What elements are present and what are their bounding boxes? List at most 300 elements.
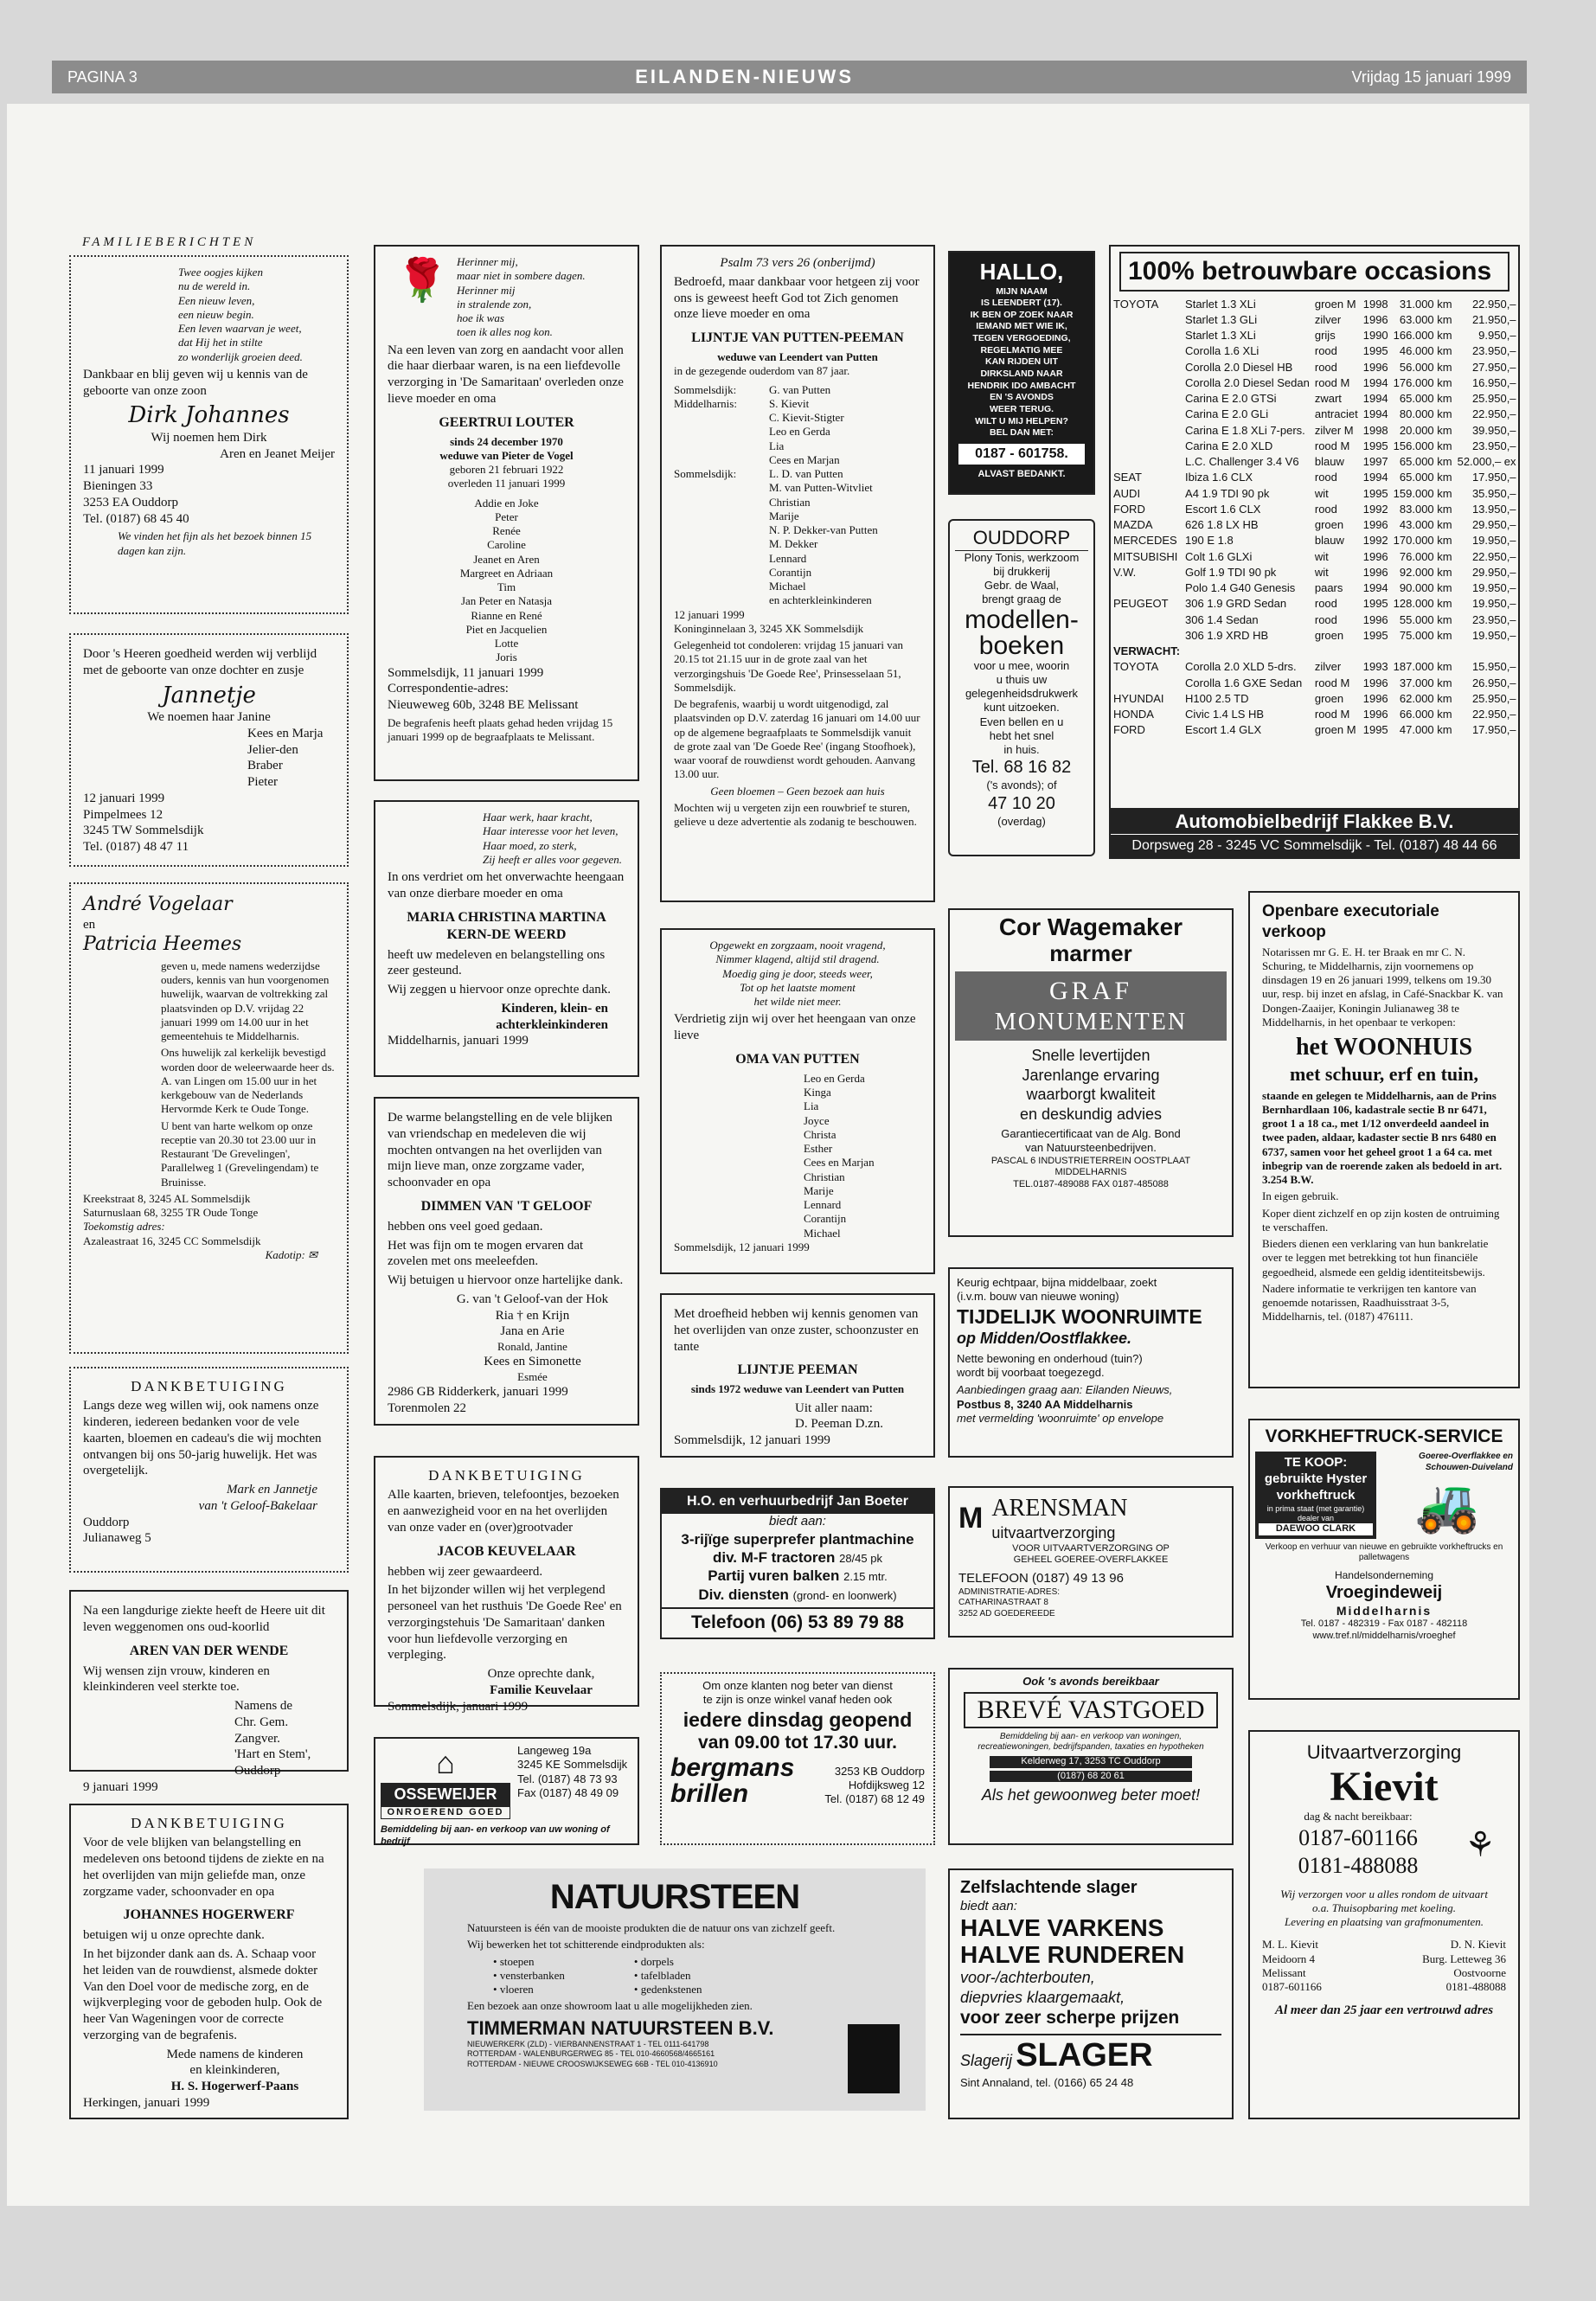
- text: Alle kaarten, brieven, telefoontjes, bezoeken en aanwezigheid voor en na het overlijden van onze vader en (over)grootvader: [388, 1488, 619, 1535]
- text3: In het bijzonder dank aan ds. A. Schaap voor het leiden van de rouwdienst, alsmede dokter Van den Doel voor de medische zorg, en de wijkverpleging voor de geboden hulp. Ook de heer Van Wageningen voor de correcte verzorging van de begrafenis.: [83, 1947, 323, 2042]
- company-name: SLAGER: [1016, 2036, 1153, 2073]
- car-cell: [1111, 439, 1183, 454]
- car-cell: [1111, 391, 1183, 407]
- car-cell: 90.000 km: [1399, 581, 1452, 594]
- car-cell: 17.950,–: [1471, 723, 1516, 737]
- website: www.tref.nl/middelharnis/vroeghef: [1312, 1631, 1456, 1641]
- car-cell: 1996: [1362, 549, 1388, 563]
- text2: Wij wensen zijn vrouw, kinderen en kleinkinderen veel sterkte toe.: [83, 1663, 270, 1695]
- phone-day-label: (overdag): [997, 814, 1046, 828]
- car-cell: 1994: [1362, 471, 1388, 484]
- masthead: EILANDEN-NIEUWS: [635, 66, 854, 87]
- offer-1: HALVE VARKENS: [960, 1913, 1164, 1941]
- car-cell: rood M: [1314, 375, 1350, 389]
- text2: betuigen wij u onze oprechte dank.: [83, 1928, 265, 1943]
- date: Sommelsdijk, 12 januari 1999: [674, 1433, 830, 1447]
- text: In ons verdriet om het onverwachte heengaan van onze dierbare moeder en oma: [388, 870, 625, 901]
- ad-hallo-leendert: [948, 251, 1095, 495]
- car-cell: [1111, 343, 1183, 359]
- graf: GRAF: [1048, 976, 1133, 1005]
- brands: DAEWOO CLARK: [1259, 1523, 1373, 1535]
- car-cell: HONDA: [1113, 708, 1154, 721]
- ad-breve-vastgoed: [948, 1668, 1234, 1845]
- address: 3253 KB Ouddorp Hofdijksweg 12 Tel. (0187) 68 12 49: [824, 1764, 925, 1806]
- house-icon: ⌂: [436, 1746, 455, 1780]
- text3: In het bijzonder willen wij het verplegend personeel van het rusthuis 'De Goede Ree' en verzorgingstehuis 'De Samaritaan' danken voor hun liefdevolle verzorging en verpleging.: [388, 1583, 622, 1663]
- title: DANKBETUIGING: [131, 1815, 287, 1831]
- car-row: [1111, 533, 1519, 548]
- brand: bergmans brillen: [670, 1753, 795, 1808]
- car-cell: Corolla 2.0 XLD 5-drs.: [1185, 660, 1297, 674]
- offer-4-detail: (grond- en loonwerk): [792, 1588, 897, 1602]
- car-row: [1111, 676, 1519, 691]
- corr-label: Correspondentie-adres:: [388, 682, 509, 696]
- car-cell: [1111, 360, 1183, 375]
- car-row: [1111, 517, 1519, 533]
- car-cell: 1994: [1362, 375, 1388, 389]
- name-line: We noemen haar Janine: [147, 710, 271, 724]
- deceased-name: LIJNTJE VAN PUTTEN-PEEMAN: [691, 330, 904, 345]
- car-row: [1111, 391, 1519, 407]
- car-cell: 23.950,–: [1471, 439, 1516, 452]
- car-cell: 76.000 km: [1399, 549, 1452, 563]
- date: 11 januari 1999: [83, 463, 164, 478]
- car-cell: V.W.: [1113, 565, 1137, 579]
- rose-icon: 🌹: [396, 258, 448, 304]
- and-label: en: [83, 917, 96, 932]
- address: Bieningen 33 3253 EA Ouddorp Tel. (0187) 68 45 40: [83, 479, 189, 526]
- detail-1: voor-/achterbouten,: [960, 1969, 1095, 1987]
- car-cell: [1312, 644, 1361, 659]
- car-cell: 16.950,–: [1471, 375, 1516, 389]
- car-cell: 170.000 km: [1393, 534, 1452, 548]
- slogan: Als het gewoonweg beter moet!: [981, 1786, 1201, 1804]
- poem: Twee oogjes kijken nu de wereld in. Een nieuw leven, een nieuw begin. Een leven waarvan je weet, dat Hij het in stilte zo wonderlijk groeien deed.: [178, 266, 303, 363]
- funeral-text: De begrafenis, waarbij u wordt uitgenodigd, zal plaatsvinden op D.V. zaterdag 16 januari om 14.00 uur op de algemene begraafplaats te Sommelsdijk vanuit de grote zaal van 'De Goede Ree' (ingang Stoofhoek), waar vooraf de rouwdienst wordt gehouden. Aanvang 13.00 uur.: [674, 697, 920, 781]
- car-cell: 1996: [1362, 360, 1388, 374]
- name-line: Wij noemen hem Dirk: [151, 430, 267, 445]
- car-cell: 23.950,–: [1471, 344, 1516, 358]
- detail-2: diepvries klaargemaakt,: [960, 1988, 1125, 2006]
- car-cell: FORD: [1113, 502, 1145, 516]
- text: Nette bewoning en onderhoud (tuin?) wordt bij voorbaat toegezegd.: [957, 1351, 1143, 1379]
- parents: Aren en Jeanet Meijer: [220, 446, 335, 461]
- dealer-label: dealer van: [1297, 1513, 1335, 1522]
- address: Pimpelmees 12 3245 TW Sommelsdijk Tel. (0187) 48 47 11: [83, 807, 204, 854]
- poem: Herinner mij, maar niet in sombere dagen. Herinner mij in stralende zon, hoe ik was toen ik alles nog kon.: [457, 255, 586, 339]
- future-address-label: Toekomstig adres:: [83, 1220, 165, 1234]
- car-cell: blauw: [1314, 455, 1344, 468]
- car-cell: 52.000,– ex: [1457, 455, 1516, 468]
- title: 100% betrouwbare occasions: [1119, 252, 1509, 292]
- car-cell: rood M: [1314, 439, 1350, 452]
- birth-announcement-dirk: [69, 255, 349, 614]
- address: Koninginnelaan 3, 3245 XK Sommelsdijk: [674, 621, 864, 635]
- car-cell: MERCEDES: [1113, 534, 1177, 548]
- car-cell: Carina E 2.0 GLi: [1185, 407, 1269, 421]
- car-cell: rood: [1314, 597, 1337, 611]
- car-cell: 626 1.8 LX HB: [1185, 518, 1259, 531]
- car-cell: 13.950,–: [1471, 502, 1516, 516]
- car-cell: Colt 1.6 GLXi: [1185, 549, 1253, 563]
- page-number: PAGINA 3: [67, 67, 138, 86]
- ad-slager: [948, 1868, 1234, 2119]
- car-cell: 17.950,–: [1471, 471, 1516, 484]
- future-address: Azaleastraat 16, 3245 CC Sommelsdijk: [83, 1234, 261, 1247]
- company-sub: ONROEREND GOED: [381, 1806, 510, 1820]
- address: Sint Annaland, tel. (0166) 65 24 48: [960, 2076, 1134, 2090]
- car-cell: 19.950,–: [1471, 534, 1516, 548]
- car-cell: 20.000 km: [1399, 423, 1452, 437]
- car-cell: 62.000 km: [1399, 691, 1452, 705]
- region: Goeree-Overflakkee en Schouwen-Duiveland: [1419, 1452, 1513, 1472]
- car-cell: [1111, 328, 1183, 343]
- car-cell: VERWACHT:: [1113, 644, 1181, 657]
- date: 12 januari 1999: [83, 791, 165, 805]
- car-cell: 1993: [1362, 660, 1388, 674]
- text: Verdrietig zijn wij over het heengaan van onze lieve: [674, 1012, 916, 1042]
- car-row: [1111, 360, 1519, 375]
- title: Zelfslachtende slager: [960, 1878, 1138, 1897]
- lines: Plony Tonis, werkzoom bij drukkerij Gebr. de Waal, brengt graag de: [964, 550, 1080, 606]
- car-cell: [1111, 580, 1183, 596]
- deceased-name: DIMMEN VAN 'T GELOOF: [420, 1198, 593, 1214]
- text2: hebben ons veel goed gedaan.: [388, 1219, 543, 1234]
- in-use: In eigen gebruik.: [1262, 1189, 1339, 1203]
- car-cell: [1111, 312, 1183, 328]
- car-cell: wit: [1314, 486, 1329, 500]
- signature: Onze oprechte dank, Familie Keuvelaar: [487, 1667, 595, 1697]
- family: G. van 't Geloof-van der Hok Ria † en Krijn Jana en Arie Ronald, Jantine Kees en Simonette Esmée: [456, 1292, 609, 1383]
- car-cell: 31.000 km: [1399, 297, 1452, 311]
- reply-to: Aanbiedingen graag aan: Eilanden Nieuws,: [957, 1383, 1173, 1397]
- date: Sommelsdijk, 12 januari 1999: [674, 1240, 810, 1253]
- address: Ouddorp Julianaweg 5: [83, 1515, 151, 1546]
- car-cell: 21.950,–: [1471, 312, 1516, 326]
- text: Na een langdurige ziekte heeft de Heere uit dit leven weggenomen ons oud-koorlid: [83, 1604, 325, 1634]
- car-row: [1111, 312, 1519, 328]
- services: Wij verzorgen voor u alles rondom de uitvaart o.a. Thuisopbaring met koeling. Levering en plaatsing van grafmonumenten.: [1280, 1887, 1488, 1929]
- car-row: [1111, 707, 1519, 722]
- phone-day: 47 10 20: [988, 793, 1055, 813]
- car-cell: [1111, 628, 1183, 644]
- car-cell: Golf 1.9 TDI 90 pk: [1185, 565, 1277, 579]
- car-cell: 15.950,–: [1471, 660, 1516, 674]
- car-row: [1111, 502, 1519, 517]
- monumenten: MONUMENTEN: [994, 1009, 1188, 1035]
- car-cell: 25.950,–: [1471, 392, 1516, 405]
- car-cell: Escort 1.6 CLX: [1185, 502, 1261, 516]
- car-cell: 1996: [1362, 565, 1388, 579]
- no-flowers: Geen bloemen – Geen bezoek aan huis: [710, 784, 885, 798]
- car-row: [1111, 722, 1519, 738]
- text: Na een leven van zorg en aandacht voor allen die haar dierbaar waren, is na een liefdevolle verzorging in 'De Samaritaan' overleden onze lieve moeder en oma: [388, 343, 624, 406]
- family: Leo en Gerda Kinga Lia Joyce Christa Esther Cees en Marjan Christian Marije Lennard Corantijn Michael: [804, 1071, 875, 1240]
- car-cell: 128.000 km: [1393, 597, 1452, 611]
- car-cell: Corolla 2.0 Diesel HB: [1185, 360, 1293, 374]
- deceased-name: JOHANNES HOGERWERF: [123, 1907, 295, 1923]
- subtitle: weduwe van Leendert van Putten: [717, 350, 878, 363]
- car-cell: 306 1.9 XRD HB: [1185, 628, 1269, 642]
- offer-4: Div. diensten: [698, 1586, 789, 1603]
- date: 9 januari 1999: [83, 1779, 158, 1794]
- car-cell: 1995: [1362, 486, 1388, 500]
- car-cell: Carina E 2.0 XLD: [1185, 439, 1273, 452]
- bride-name: Patricia Heemes: [83, 933, 242, 956]
- car-cell: grijs: [1314, 329, 1336, 342]
- company-name: H.O. en verhuurbedrijf Jan Boeter: [662, 1490, 933, 1514]
- mention: met vermelding 'woonruimte' op envelope: [957, 1411, 1164, 1425]
- car-cell: 19.950,–: [1471, 597, 1516, 611]
- church-text: Ons huwelijk zal kerkelijk bevestigd worden door de weleerwaarde heer ds. A. van Lingen om 15.00 uur in het kerkgebouw van de Nederlands Hervormde Kerk te Oude Tonge.: [161, 1046, 335, 1116]
- line-2: te zijn is onze winkel vanaf heden ook: [702, 1693, 893, 1707]
- text2: heeft uw medeleven en belangstelling ons zeer gesteund.: [388, 947, 606, 978]
- car-cell: 35.950,–: [1471, 486, 1516, 500]
- car-cell: zilver M: [1314, 423, 1354, 437]
- car-cell: antraciet: [1314, 407, 1358, 421]
- obituary-van-der-wende: [69, 1590, 349, 1794]
- car-cell: 159.000 km: [1393, 486, 1452, 500]
- headline: het WOONHUIS: [1295, 1034, 1473, 1061]
- phone-evening: Tel. 68 16 82: [971, 758, 1072, 778]
- car-cell: paars: [1314, 581, 1343, 594]
- car-cell: groen: [1314, 518, 1344, 531]
- car-row: [1111, 297, 1519, 312]
- car-cell: 83.000 km: [1399, 502, 1452, 516]
- groom-name: André Vogelaar: [83, 894, 233, 915]
- car-cell: MAZDA: [1113, 518, 1153, 531]
- car-cell: 1995: [1362, 628, 1388, 642]
- car-cell: Starlet 1.3 XLi: [1185, 329, 1256, 342]
- company-name: BREVÉ VASTGOED: [964, 1692, 1218, 1728]
- line-2: GEHEEL GOEREE-OVERFLAKKEE: [1013, 1554, 1169, 1566]
- ad-jan-boeter: [660, 1488, 935, 1639]
- car-list: [1111, 297, 1519, 739]
- text: Wij bewerken het tot schitterende eindprodukten als:: [467, 1938, 705, 1952]
- address-1: M. L. Kievit Meidoorn 4 Melissant 0187-601166: [1262, 1938, 1322, 1994]
- car-cell: 19.950,–: [1471, 581, 1516, 594]
- car-cell: 1996: [1362, 691, 1388, 705]
- certificate: Garantiecertificaat van de Alg. Bond van Natuursteenbedrijven.: [1001, 1127, 1181, 1155]
- ad-bergmans-brillen: [660, 1672, 935, 1845]
- information: Nadere informatie te verkrijgen ten kantore van genoemde notarissen, Raadhuisstraat 3-5, Middelharnis, tel. (0187) 476111.: [1262, 1281, 1477, 1324]
- obituary-louter: [374, 245, 639, 781]
- date: Herkingen, januari 1999: [83, 2095, 210, 2110]
- car-cell: 66.000 km: [1399, 708, 1452, 721]
- phone-evening-label: ('s avonds); of: [986, 779, 1057, 792]
- car-cell: MITSUBISHI: [1113, 549, 1178, 563]
- intro: Natuursteen is één van de mooiste produkten die de natuur ons van zichzelf geeft.: [467, 1921, 836, 1934]
- car-cell: 306 1.4 Sedan: [1185, 612, 1259, 626]
- company-address: Dorpsweg 28 - 3245 VC Sommelsdijk - Tel. (0187) 48 44 66: [1111, 834, 1518, 857]
- signature: Mede namens de kinderen en kleinkinderen, H. S. Hogerwerf-Paans: [166, 2047, 304, 2093]
- car-cell: [1111, 407, 1183, 422]
- car-cell: rood M: [1314, 708, 1350, 721]
- car-cell: 75.000 km: [1399, 628, 1452, 642]
- services: Verkoop en verhuur van nieuwe en gebruikte vorkheftrucks en palletwagens: [1265, 1541, 1503, 1563]
- headline: TIJDELIJK WOONRUIMTE: [957, 1304, 1202, 1328]
- ad-timmerman-natuursteen: [424, 1868, 926, 2111]
- text3: Wij zeggen u hiervoor onze oprechte dank.: [388, 983, 612, 997]
- car-row: [1111, 580, 1519, 596]
- phone: (0187) 68 20 61: [990, 1771, 1192, 1783]
- signature: Kinderen, klein- en achterkleinkinderen: [496, 1001, 608, 1032]
- car-cell: 1997: [1362, 455, 1388, 468]
- city: MIDDELHARNIS: [1054, 1167, 1127, 1178]
- ad-vorkheftruck-service: [1248, 1419, 1520, 1700]
- visit-note: We vinden het fijn als het bezoek binnen 15 dagen kan zijn.: [118, 529, 312, 557]
- car-cell: 1996: [1362, 612, 1388, 626]
- car-cell: groen: [1314, 691, 1344, 705]
- company-sub: marmer: [1049, 940, 1132, 966]
- thank-you-kern-de-weerd: [374, 800, 639, 1077]
- car-cell: 55.000 km: [1399, 612, 1452, 626]
- title: Openbare executoriale verkoop: [1262, 902, 1439, 941]
- car-cell: wit: [1314, 549, 1329, 563]
- addresses: NIEUWERKERK (ZLD) - VIERBANNENSTRAAT 1 - TEL 0111-641798 ROTTERDAM - WALENBURGERWEG 85 - TEL 010-4660568/4665161 ROTTERDAM - NIEUWE CROOSWIJKSEWEG 66B - TEL 010-4136910: [467, 2040, 718, 2068]
- car-cell: AUDI: [1113, 486, 1141, 500]
- wedding-announcement: [69, 882, 349, 1354]
- condolence-text: Gelegenheid tot condoleren: vrijdag 15 januari van 20.15 tot 21.15 uur in de grote zaal van het verzorgingshuis 'De Goede Ree', Prinsesselaan 51, Sommelsdijk.: [674, 638, 903, 694]
- title: NATUURSTEEN: [549, 1878, 800, 1916]
- car-cell: 65.000 km: [1399, 392, 1452, 405]
- deceased-name: LIJNTJE PEEMAN: [737, 1362, 858, 1378]
- car-cell: 156.000 km: [1393, 439, 1452, 452]
- bidders: Bieders dienen een verklaring van hun bankrelatie over te leggen met betrekking tot hun financiële gegoedheid, alsmede een geldig identiteitsbewijs.: [1262, 1237, 1489, 1279]
- car-row: [1111, 549, 1519, 565]
- car-cell: zwart: [1314, 392, 1342, 405]
- company-name: TIMMERMAN NATUURSTEEN B.V.: [467, 2016, 774, 2039]
- car-cell: Ibiza 1.6 CLX: [1185, 471, 1253, 484]
- car-cell: [1455, 644, 1519, 659]
- car-cell: 1996: [1362, 312, 1388, 326]
- car-row: [1111, 565, 1519, 580]
- car-row: [1111, 470, 1519, 485]
- car-cell: TOYOTA: [1113, 297, 1159, 311]
- note: Mochten wij u vergeten zijn een rouwbrief te sturen, gelieve u deze advertentie als zodanig te beschouwen.: [674, 800, 917, 828]
- poem: Opgewekt en zorgzaam, nooit vragend, Nimmer klagend, altijd stil dragend. Moedig ging je door, steeds weer, Tot op het laatste moment het wilde niet meer.: [709, 939, 886, 1008]
- car-cell: rood M: [1314, 676, 1350, 689]
- car-row: [1111, 659, 1519, 675]
- car-cell: 19.950,–: [1471, 628, 1516, 642]
- company-name: OSSEWEIJER: [381, 1783, 510, 1806]
- car-cell: 26.950,–: [1471, 676, 1516, 689]
- car-cell: 1996: [1362, 518, 1388, 531]
- car-cell: [1111, 612, 1183, 628]
- baby-name: Jannetje: [162, 682, 256, 708]
- line-1: Om onze klanten nog beter van dienst: [702, 1679, 893, 1692]
- hours: van 09.00 tot 17.30 uur.: [698, 1733, 897, 1753]
- phone-2: 0181-488088: [1298, 1853, 1419, 1879]
- obituary-oma-van-putten: [660, 928, 935, 1274]
- offer-3-detail: 2.15 mtr.: [843, 1570, 888, 1584]
- title: VORKHEFTRUCK-SERVICE: [1265, 1426, 1503, 1446]
- address: ADMINISTRATIE-ADRES: CATHARINASTRAAT 8 3252 AD GOEDEREEDE: [958, 1586, 1061, 1618]
- car-cell: Carina E 2.0 GTSi: [1185, 392, 1277, 405]
- car-cell: groen M: [1314, 297, 1356, 311]
- subheadline: met schuur, erf en tuin,: [1290, 1063, 1478, 1085]
- car-cell: 1995: [1362, 597, 1388, 611]
- tagline-top: Ook 's avonds bereikbaar: [1022, 1675, 1159, 1688]
- phone: Telefoon (06) 53 89 79 88: [662, 1607, 933, 1634]
- ad-cor-wagemaker: [948, 908, 1234, 1237]
- features: Snelle levertijden Jarenlange ervaring waarborgt kwaliteit en deskundig advies: [1019, 1047, 1163, 1123]
- title: DANKBETUIGING: [428, 1467, 585, 1484]
- phone-1: 0187-601166: [1298, 1824, 1418, 1850]
- car-cell: 1992: [1362, 502, 1388, 516]
- car-cell: [1111, 423, 1183, 439]
- car-cell: [1183, 644, 1312, 659]
- car-cell: 25.950,–: [1471, 691, 1516, 705]
- car-cell: 1992: [1362, 534, 1388, 548]
- phone: Tel. 0187 - 482319 - Fax 0187 - 482118: [1300, 1618, 1468, 1630]
- obituary-peeman: [660, 1293, 935, 1458]
- car-row: [1111, 407, 1519, 422]
- car-cell: groen: [1314, 628, 1344, 642]
- subtitle: sinds 24 december 1970 weduwe van Pieter de Vogel: [439, 434, 574, 462]
- signature: Namens de Chr. Gem. Zangver. 'Hart en Stem', Ouddorp: [234, 1699, 311, 1778]
- shop-label: Slagerij: [960, 2051, 1013, 2069]
- thank-you-van-t-geloof: [374, 1097, 639, 1426]
- car-cell: rood: [1314, 344, 1337, 358]
- ad-executoriale-verkoop: [1248, 891, 1520, 1388]
- car-cell: 306 1.9 GRD Sedan: [1185, 597, 1287, 611]
- envelope-icon: ✉: [308, 1247, 317, 1261]
- car-cell: 1996: [1362, 708, 1388, 721]
- car-row: [1111, 454, 1519, 470]
- gift-tip: Kadotip: ✉: [265, 1247, 317, 1261]
- car-cell: SEAT: [1113, 471, 1142, 484]
- subtitle: biedt aan:: [960, 1899, 1017, 1913]
- car-cell: 56.000 km: [1399, 360, 1452, 374]
- car-cell: 1995: [1362, 439, 1388, 452]
- ad-uitvaart-kievit: [1248, 1730, 1520, 2119]
- deceased-name: MARIA CHRISTINA MARTINA KERN-DE WEERD: [407, 909, 606, 942]
- car-cell: H100 2.5 TD: [1185, 691, 1249, 705]
- headline: modellen- boeken: [965, 605, 1079, 660]
- offer: TE KOOP: gebruikte Hyster vorkheftruck: [1264, 1455, 1368, 1503]
- parents: Kees en Marja Jelier-den Braber Pieter: [247, 726, 324, 789]
- car-cell: 29.950,–: [1471, 518, 1516, 531]
- message: MIJN NAAM IS LEENDERT (17). IK BEN OP ZOEK NAAR IEMAND MET WIE IK, TEGEN VERGOEDING, REGELMATIG MEE KAN RIJDEN UIT DIRKSLAND NAAR HENDRIK IDO AMBACHT EN 'S AVONDS WEER TERUG. WILT U MIJ HELPEN? BEL DAN MET:: [967, 285, 1076, 439]
- available: dag & nacht bereikbaar:: [1304, 1810, 1413, 1823]
- car-cell: 39.950,–: [1471, 423, 1516, 437]
- family: Sommelsdijk: G. van Putten Middelharnis: S. Kievit C. Kievit-Stigter Leo en Gerda Lia Cees en Marjan Sommelsdijk: L. D. van Putten M. van Putten-Witvliet Christian Marije N. P. Dekker-van Putten M. Dekker Lennard Corantijn Michael en achterkleinkinderen: [674, 382, 878, 607]
- reception-text: U bent van harte welkom op onze receptie van 20.30 tot 23.00 uur in Restaurant 'De Grevelingen', Parallelweg 1 (Grevelingendam) te Bruinisse.: [161, 1118, 319, 1189]
- car-cell: [1361, 644, 1391, 659]
- forklift-icon: 🚜: [1414, 1477, 1480, 1535]
- car-row: [1111, 375, 1519, 391]
- city: Middelharnis: [1336, 1603, 1433, 1618]
- title: DANKBETUIGING: [131, 1378, 287, 1394]
- car-row: [1111, 486, 1519, 502]
- car-cell: 23.950,–: [1471, 612, 1516, 626]
- text: Langs deze weg willen wij, ook namens onze kinderen, iedereen bedanken voor de vele kaarten, bloemen en cadeau's die wij mochten ontvangen bij ons 50-jarig huwelijk. Het was overgetelijk.: [83, 1399, 322, 1478]
- car-cell: blauw: [1314, 534, 1344, 548]
- price-line: voor zeer scherpe prijzen: [960, 2008, 1180, 2029]
- car-cell: Civic 1.4 LS HB: [1185, 708, 1265, 721]
- car-cell: Starlet 1.3 XLi: [1185, 297, 1256, 311]
- deceased-name: OMA VAN PUTTEN: [735, 1051, 860, 1067]
- footer: ALVAST BEDANKT.: [977, 468, 1066, 479]
- psalm: Psalm 73 vers 26 (onberijmd): [720, 256, 875, 270]
- car-cell: 29.950,–: [1471, 565, 1516, 579]
- car-cell: 27.950,–: [1471, 360, 1516, 374]
- car-cell: 37.000 km: [1399, 676, 1452, 689]
- car-cell: groen M: [1314, 723, 1356, 737]
- date: Sommelsdijk, januari 1999: [388, 1699, 529, 1714]
- car-cell: 166.000 km: [1393, 329, 1452, 342]
